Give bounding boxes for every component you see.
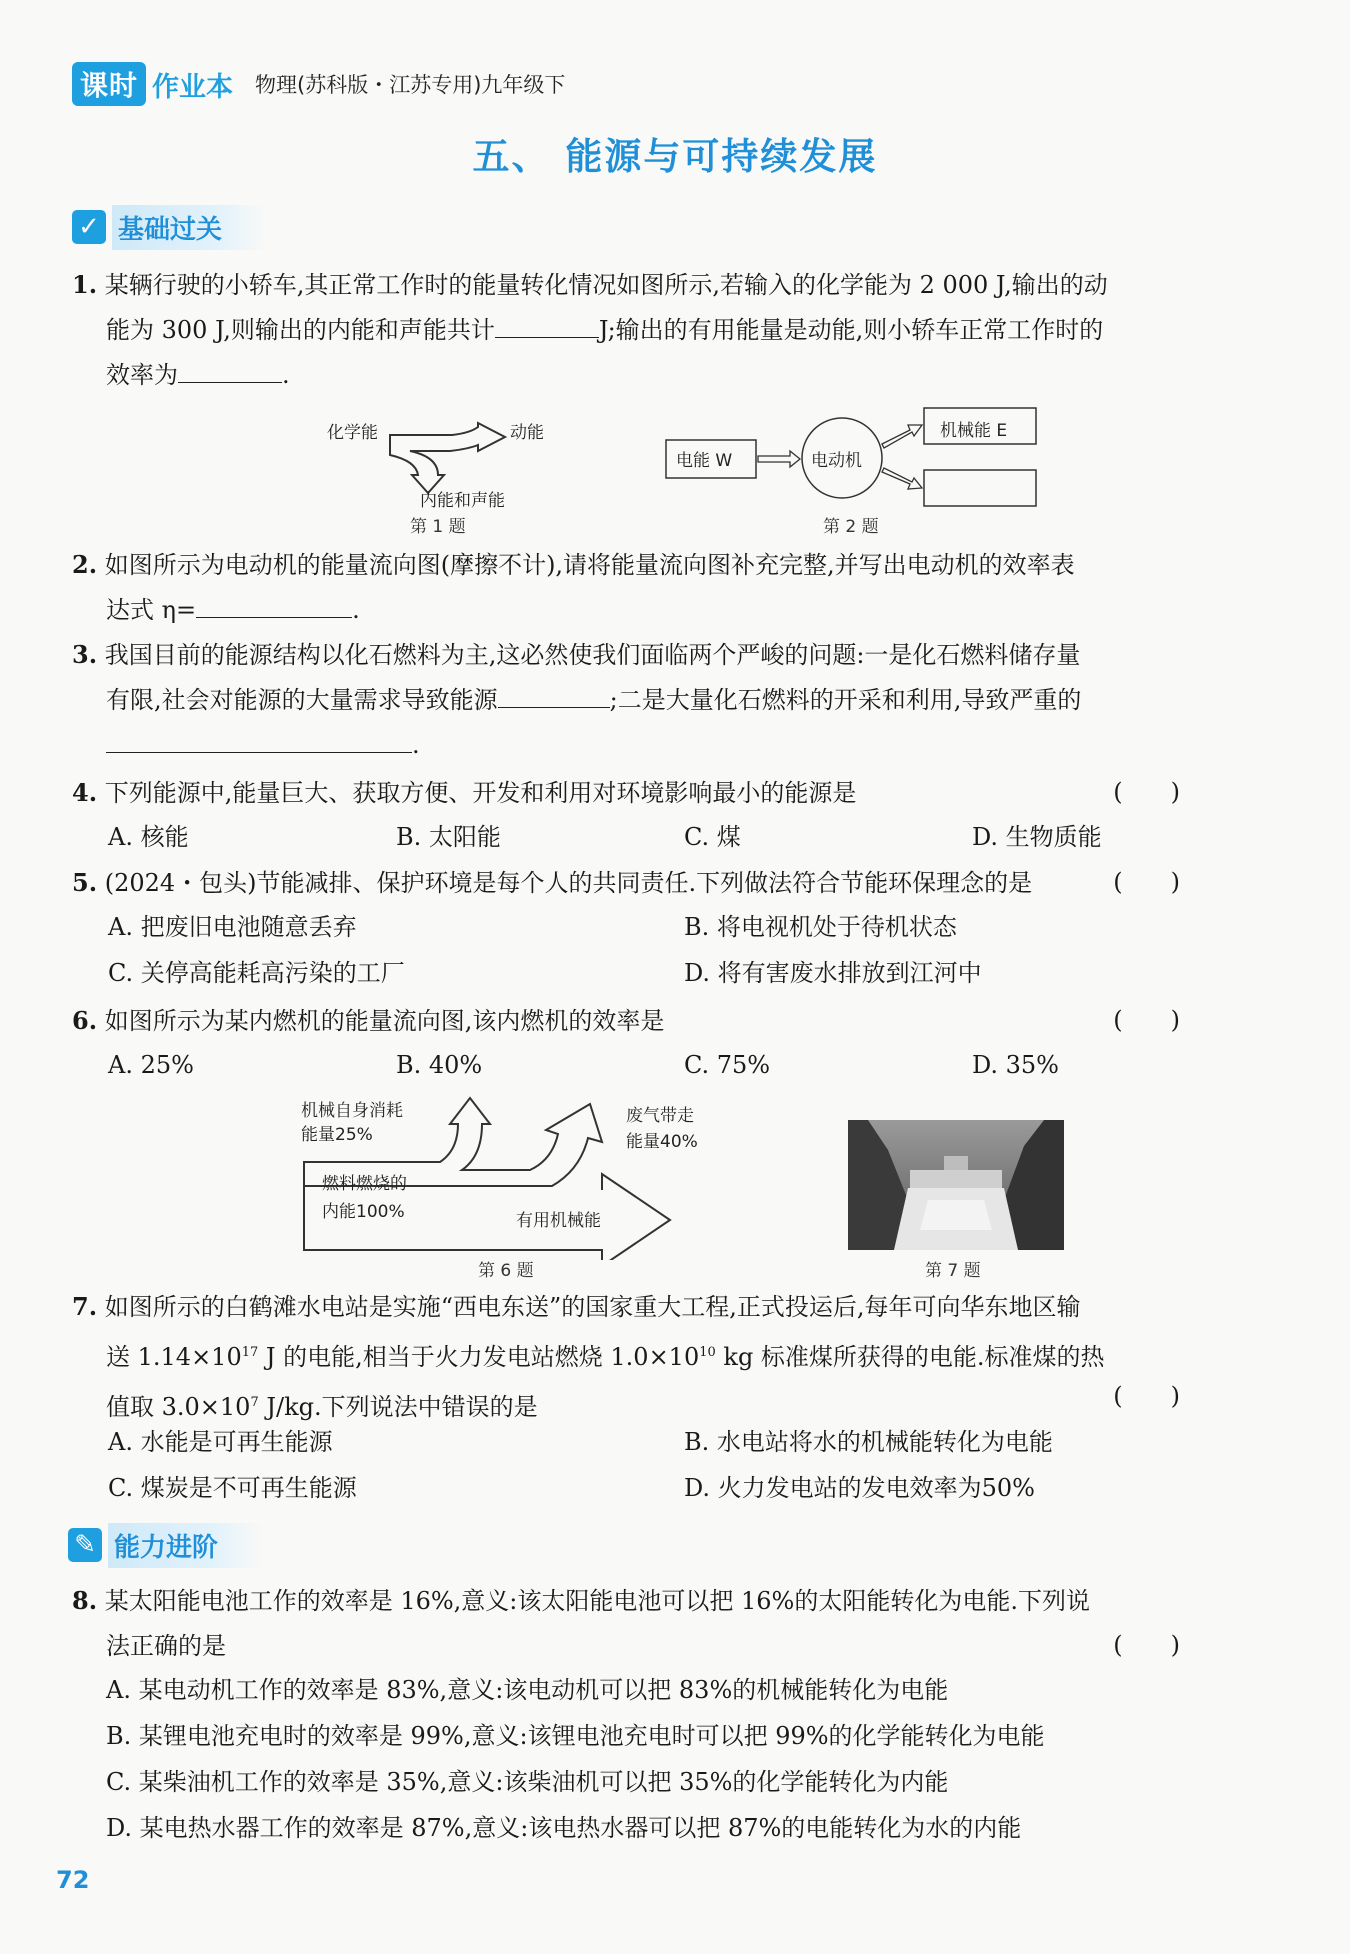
figure-7-photo <box>848 1120 1064 1250</box>
q3-blank-2[interactable] <box>106 724 412 753</box>
q1-blank-1[interactable] <box>495 309 599 338</box>
q6-answer-paren[interactable]: ( ) <box>1113 1006 1180 1034</box>
q6-option-b[interactable]: B. 40% <box>396 1051 483 1079</box>
question-2 <box>72 542 1272 633</box>
fig6-label-fuel <box>322 1170 407 1226</box>
q7-line3b: J/kg.下列说法中错误的是 <box>258 1393 538 1421</box>
q1-blank-2[interactable] <box>178 354 282 383</box>
q5-option-a[interactable]: A. 把废旧电池随意丢弃 <box>108 913 357 941</box>
q7-line1: 如图所示的白鹤滩水电站是实施“西电东送”的国家重大工程,正式投运后,每年可向华东地区输 <box>104 1293 1081 1321</box>
q2-number: 2. <box>72 550 98 579</box>
fig1-output-kinetic: 动能 <box>510 423 544 443</box>
q1-line3: 效率为 <box>106 361 178 389</box>
fig2-caption: 第 2 题 <box>823 517 879 537</box>
q6-option-d[interactable]: D. 35% <box>972 1051 1059 1079</box>
q7-option-c[interactable]: C. 煤炭是不可再生能源 <box>108 1474 357 1502</box>
section-advanced-label: 能力进阶 <box>108 1523 262 1568</box>
check-icon: ✓ <box>72 210 106 244</box>
q7-line2a: 送 1.14×10 <box>106 1343 242 1371</box>
q3-blank-1[interactable] <box>498 679 610 708</box>
fig6-b2: 能量40% <box>626 1132 698 1152</box>
q7-answer-paren[interactable]: ( ) <box>1113 1382 1180 1410</box>
q2-line2: 达式 η= <box>106 596 197 624</box>
fig2-arrow-in <box>758 451 800 467</box>
q7-number: 7. <box>72 1292 98 1321</box>
q7-exp2: 10 <box>699 1345 716 1360</box>
q5-answer-paren[interactable]: ( ) <box>1113 868 1180 896</box>
fig2-motor-label: 电动机 <box>811 451 862 471</box>
q2-blank[interactable] <box>196 589 352 618</box>
q7-exp1: 17 <box>241 1345 259 1360</box>
q8-line2: 法正确的是 <box>106 1632 226 1660</box>
fig1-flow-arrow <box>390 423 505 493</box>
q3-line2b: ;二是大量化石燃料的开采和利用,导致严重的 <box>609 686 1082 714</box>
q8-number: 8. <box>72 1586 98 1615</box>
fig7-caption: 第 7 题 <box>925 1261 981 1281</box>
header-brand <box>72 64 565 104</box>
q4-option-b[interactable]: B. 太阳能 <box>396 823 501 851</box>
q7-option-a[interactable]: A. 水能是可再生能源 <box>108 1428 333 1456</box>
q2-line1: 如图所示为电动机的能量流向图(摩擦不计),请将能量流向图补充完整,并写出电动机的效率表 <box>104 551 1075 579</box>
question-5 <box>72 860 1272 906</box>
q6-option-c[interactable]: C. 75% <box>684 1051 771 1079</box>
subject-label: 物理(苏科版・江苏专用)九年级下 <box>255 73 566 97</box>
q3-number: 3. <box>72 640 98 669</box>
fig6-a2: 能量25% <box>301 1125 373 1145</box>
q2-line2-end: . <box>352 596 360 624</box>
q8-answer-paren[interactable]: ( ) <box>1113 1631 1180 1659</box>
q4-answer-paren[interactable]: ( ) <box>1113 778 1180 806</box>
q8-line1: 某太阳能电池工作的效率是 16%,意义:该太阳能电池可以把 16%的太阳能转化为电能.下列说 <box>104 1587 1090 1615</box>
q1-line2a: 能为 300 J,则输出的内能和声能共计 <box>106 316 495 344</box>
fig6-caption: 第 6 题 <box>478 1261 534 1281</box>
fig6-c1: 燃料燃烧的 <box>322 1174 407 1194</box>
question-3 <box>72 632 1272 768</box>
question-4 <box>72 770 1272 816</box>
fig2-input-label: 电能 W <box>676 451 733 471</box>
q8-option-c[interactable]: C. 某柴油机工作的效率是 35%,意义:该柴油机可以把 35%的化学能转化为内能 <box>106 1768 949 1796</box>
fig6-c2: 内能100% <box>322 1202 405 1222</box>
q6-option-a[interactable]: A. 25% <box>108 1051 194 1079</box>
q1-line1: 某辆行驶的小轿车,其正常工作时的能量转化情况如图所示,若输入的化学能为 2 000 J,输出的动 <box>104 271 1108 299</box>
q5-option-c[interactable]: C. 关停高能耗高污染的工厂 <box>108 959 405 987</box>
fig6-label-useful: 有用机械能 <box>516 1211 601 1231</box>
q8-option-a[interactable]: A. 某电动机工作的效率是 83%,意义:该电动机可以把 83%的机械能转化为电能 <box>106 1676 949 1704</box>
fig1-caption: 第 1 题 <box>410 517 466 537</box>
q8-option-b[interactable]: B. 某锂电池充电时的效率是 99%,意义:该锂电池充电时可以把 99%的化学能转化为电能 <box>106 1722 1045 1750</box>
q6-text: 如图所示为某内燃机的能量流向图,该内燃机的效率是 <box>104 1007 665 1035</box>
section-basic <box>72 206 266 248</box>
fig2-output-mechanical: 机械能 E <box>940 421 1008 441</box>
q6-number: 6. <box>72 1006 98 1035</box>
q5-option-b[interactable]: B. 将电视机处于待机状态 <box>684 913 957 941</box>
q7-line2b: J 的电能,相当于火力发电站燃烧 1.0×10 <box>258 1343 700 1371</box>
q4-option-d[interactable]: D. 生物质能 <box>972 823 1102 851</box>
q5-text: (2024・包头)节能减排、保护环境是每个人的共同责任.下列做法符合节能环保理念的是 <box>104 869 1033 897</box>
q3-line3-end: . <box>412 731 420 759</box>
q1-line3-end: . <box>282 361 290 389</box>
fig6-label-self-consumption <box>301 1099 403 1147</box>
q1-line2b: J;输出的有用能量是动能,则小轿车正常工作时的 <box>598 316 1104 344</box>
brand-logo-text: 作业本 <box>152 71 234 103</box>
pencil-icon: ✎ <box>68 1528 102 1562</box>
question-1 <box>72 262 1272 398</box>
q4-text: 下列能源中,能量巨大、获取方便、开发和利用对环境影响最小的能源是 <box>104 779 857 807</box>
q7-line2c: kg 标准煤所获得的电能.标准煤的热 <box>715 1343 1105 1371</box>
q3-line2a: 有限,社会对能源的大量需求导致能源 <box>106 686 498 714</box>
fig2-arrow-out-2 <box>882 468 922 489</box>
page-number: 72 <box>56 1866 90 1894</box>
q4-number: 4. <box>72 778 98 807</box>
question-6 <box>72 998 1272 1044</box>
section-basic-label: 基础过关 <box>112 205 266 250</box>
fig1-output-heat: 内能和声能 <box>420 491 505 511</box>
q7-option-b[interactable]: B. 水电站将水的机械能转化为电能 <box>684 1428 1053 1456</box>
q5-number: 5. <box>72 868 98 897</box>
q1-number: 1. <box>72 270 98 299</box>
fig2-arrow-out-1 <box>882 425 922 448</box>
q4-option-a[interactable]: A. 核能 <box>108 823 189 851</box>
fig6-label-exhaust <box>626 1103 698 1155</box>
q7-option-d[interactable]: D. 火力发电站的发电效率为50% <box>684 1474 1035 1502</box>
page-title: 五、 能源与可持续发展 <box>472 135 878 178</box>
q7-line3a: 值取 3.0×10 <box>106 1393 251 1421</box>
fig6-a1: 机械自身消耗 <box>301 1101 403 1121</box>
q8-option-d[interactable]: D. 某电热水器工作的效率是 87%,意义:该电热水器可以把 87%的电能转化为水的内能 <box>106 1814 1022 1842</box>
q5-option-d[interactable]: D. 将有害废水排放到江河中 <box>684 959 982 987</box>
q4-option-c[interactable]: C. 煤 <box>684 823 741 851</box>
q7-exp3: 7 <box>250 1395 259 1410</box>
question-8 <box>72 1578 1272 1669</box>
brand-logo: 课时 <box>72 62 146 106</box>
fig2-output-box-2[interactable] <box>924 470 1036 506</box>
section-advanced <box>68 1524 262 1566</box>
fig6-b1: 废气带走 <box>626 1106 694 1126</box>
q3-line1: 我国目前的能源结构以化石燃料为主,这必然使我们面临两个严峻的问题:一是化石燃料储存量 <box>104 641 1081 669</box>
fig1-input-label: 化学能 <box>327 423 378 443</box>
question-7 <box>72 1284 1272 1430</box>
